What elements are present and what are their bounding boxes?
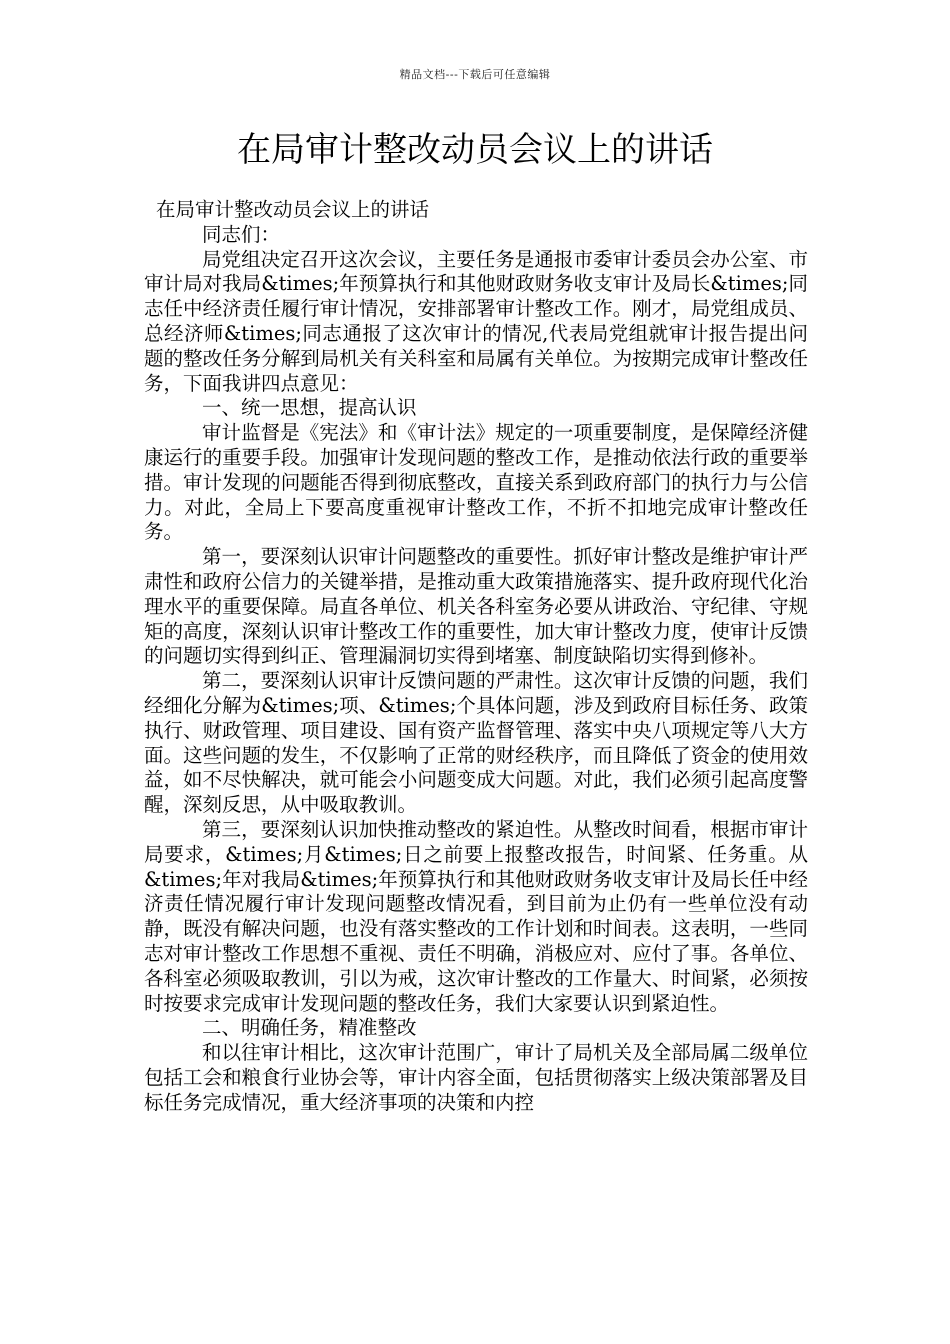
document-body xyxy=(144,198,808,1115)
body-paragraph: 局党组决定召开这次会议，主要任务是通报市委审计委员会办公室、市审计局对我局&times;年预算执行和其他财政财务收支审计及局长&times;同志任中经济责任履行审计情况，安排部署审计整改工作。刚才，局党组成员、总经济师&times;同志通报了这次审计的情况,代表局党组就审计报告提出问题的整改任务分解到局机关有关科室和局属有关单位。为按期完成审计整改任务，下面我讲四点意见： xyxy=(144,247,808,395)
body-paragraph: 第一，要深刻认识审计问题整改的重要性。抓好审计整改是维护审计严肃性和政府公信力的关键举措，是推动重大政策措施落实、提升政府现代化治理水平的重要保障。局直各单位、机关各科室务必要从讲政治、守纪律、守规矩的高度，深刻认识审计整改工作的重要性，加大审计整改力度，使审计反馈的问题切实得到纠正、管理漏洞切实得到堵塞、制度缺陷切实得到修补。 xyxy=(144,545,808,668)
document-title: 在局审计整改动员会议上的讲话 xyxy=(237,130,713,170)
header-note: 精品文档---下载后可任意编辑 xyxy=(399,68,551,81)
section-heading: 二、明确任务，精准整改 xyxy=(202,1016,417,1040)
body-paragraph: 审计监督是《宪法》和《审计法》规定的一项重要制度，是保障经济健康运行的重要手段。加强审计发现问题的整改工作，是推动依法行政的重要举措。审计发现的问题能否得到彻底整改，直接关系到政府部门的执行力与公信力。对此，全局上下要高度重视审计整改工作，不折不扣地完成审计整改任务。 xyxy=(144,421,808,544)
section-heading: 一、统一思想，提高认识 xyxy=(202,396,417,420)
salutation: 同志们： xyxy=(202,222,281,246)
body-paragraph: 第二，要深刻认识审计反馈问题的严肃性。这次审计反馈的问题，我们经细化分解为&times;项、&times;个具体问题，涉及到政府目标任务、政策执行、财政管理、项目建设、国有资产监督管理、落实中央八项规定等八大方面。这些问题的发生，不仅影响了正常的财经秩序，而且降低了资金的使用效益，如不尽快解决，就可能会小问题变成大问题。对此，我们必须引起高度警醒，深刻反思，从中吸取教训。 xyxy=(144,669,808,817)
body-paragraph: 和以往审计相比，这次审计范围广，审计了局机关及全部局属二级单位包括工会和粮食行业协会等，审计内容全面，包括贯彻落实上级决策部署及目标任务完成情况，重大经济事项的决策和内控 xyxy=(144,1041,808,1114)
body-paragraph: 第三，要深刻认识加快推动整改的紧迫性。从整改时间看，根据市审计局要求，&times;月&times;日之前要上报整改报告，时间紧、任务重。从&times;年对我局&times;年预算执行和其他财政财务收支审计及局长任中经济责任情况履行审计发现问题整改情况看，到目前为止仍有一些单位没有动静，既没有解决问题，也没有落实整改的工作计划和时间表。这表明，一些同志对审计整改工作思想不重视、责任不明确，消极应对、应付了事。各单位、各科室必须吸取教训，引以为戒，这次审计整改的工作量大、时间紧，必须按时按要求完成审计发现问题的整改任务，我们大家要认识到紧迫性。 xyxy=(144,817,808,1015)
body-subtitle: 在局审计整改动员会议上的讲话 xyxy=(156,198,430,221)
